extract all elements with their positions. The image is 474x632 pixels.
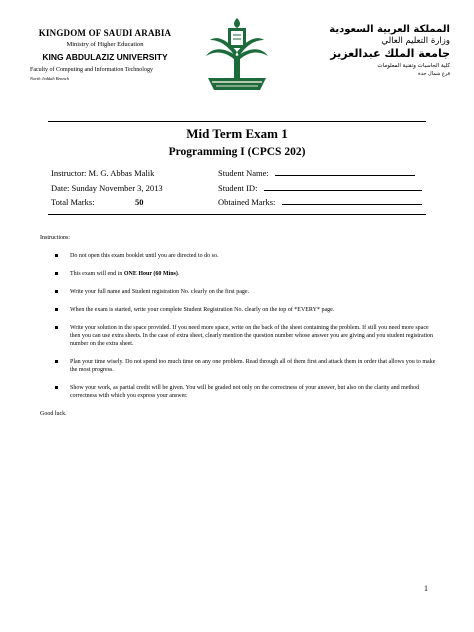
instruction-text: When the exam is started, write your complete Student Registration No. clearly on the top of *EVERY* page. [70, 307, 335, 313]
branch-name-en: North Jeddah Branch [30, 76, 69, 81]
bullet-icon [55, 272, 58, 275]
instructor-name: Instructor: M. G. Abbas Malik [51, 168, 155, 178]
bullet-icon [55, 360, 58, 363]
student-id-field[interactable] [218, 183, 422, 193]
list-item [40, 252, 440, 260]
info-row-3 [51, 197, 431, 209]
instruction-text: This exam will end in [70, 271, 124, 277]
list-item [40, 306, 440, 314]
page-number: 1 [424, 584, 428, 593]
closing-text: Good luck. [40, 411, 67, 417]
bottom-divider [48, 214, 426, 215]
instruction-text: Plan your time wisely. Do not spend too much time on any one problem. Read through all of them first and attack them in order that allows you to make the most progress. [70, 359, 436, 373]
instruction-text: Write your solution in the space provided. If you need more space, write on the back of the sheet containing the problem. If still you need more space then you can use extra sheets. In the case of extra sheet, clearly mention the question number whose answer you are giving and you student registration number on the extra sheet. [70, 325, 434, 347]
list-item [40, 358, 440, 374]
course-title: Programming I (CPCS 202) [168, 146, 306, 158]
instruction-text: Write your full name and Student registration No. clearly on the first page. [70, 289, 250, 295]
exam-duration: ONE Hour (60 Mins) [123, 271, 178, 277]
instructions-section [40, 234, 440, 418]
university-name-en: KING ABDULAZIZ UNIVERSITY [42, 52, 168, 62]
faculty-name-en: Faculty of Computing and Information Technology [30, 67, 153, 73]
bullet-icon [55, 386, 58, 389]
bullet-icon [55, 254, 58, 257]
total-marks-value: 50 [135, 197, 144, 207]
obtained-marks-field[interactable] [218, 197, 422, 207]
student-name-label: Student Name: [218, 168, 269, 178]
info-row-1 [51, 168, 431, 180]
list-item [40, 324, 440, 348]
top-divider [48, 121, 426, 122]
bullet-icon [55, 290, 58, 293]
bullet-icon [55, 308, 58, 311]
instruction-text: Do not open this exam booklet until you are directed to do so. [70, 253, 219, 259]
duration-suffix: . [177, 271, 180, 277]
list-item [40, 288, 440, 296]
student-name-field[interactable] [218, 168, 415, 178]
letterhead [0, 0, 474, 110]
university-logo-icon [202, 16, 272, 94]
faculty-name-ar: كلية الحاسبات وتقنية المعلومات [377, 63, 450, 69]
obtained-marks-blank[interactable] [282, 197, 422, 205]
english-letterhead [30, 28, 180, 81]
exam-date: Date: Sunday November 3, 2013 [51, 183, 163, 193]
branch-name-ar: فرع شمال جدة [418, 71, 450, 77]
kingdom-name-en: KINGDOM OF SAUDI ARABIA [38, 28, 172, 38]
info-row-2 [51, 183, 431, 195]
bullet-icon [55, 326, 58, 329]
instruction-text: Show your work, as partial credit will be given. You will be graded not only on the correctness of your answer, but also on the clarity and method correctness with which you express your answer. [70, 385, 420, 399]
kingdom-name-ar: المملكة العربية السعودية [329, 24, 450, 35]
list-item [40, 384, 440, 400]
student-id-label: Student ID: [218, 183, 258, 193]
ministry-name-ar: وزارة التعليم العالي [381, 36, 450, 46]
exam-title: Mid Term Exam 1 [186, 126, 288, 141]
instructions-heading: Instructions: [40, 235, 70, 241]
list-item [40, 270, 440, 278]
university-name-ar: جامعة الملك عبدالعزيز [330, 47, 450, 60]
instructions-list [40, 252, 440, 400]
obtained-marks-label: Obtained Marks: [218, 197, 276, 207]
total-marks-label: Total Marks: [51, 197, 95, 207]
arabic-letterhead [310, 24, 450, 77]
student-id-blank[interactable] [264, 183, 422, 191]
student-name-blank[interactable] [275, 168, 415, 176]
ministry-name-en: Ministry of Higher Education [66, 41, 144, 48]
